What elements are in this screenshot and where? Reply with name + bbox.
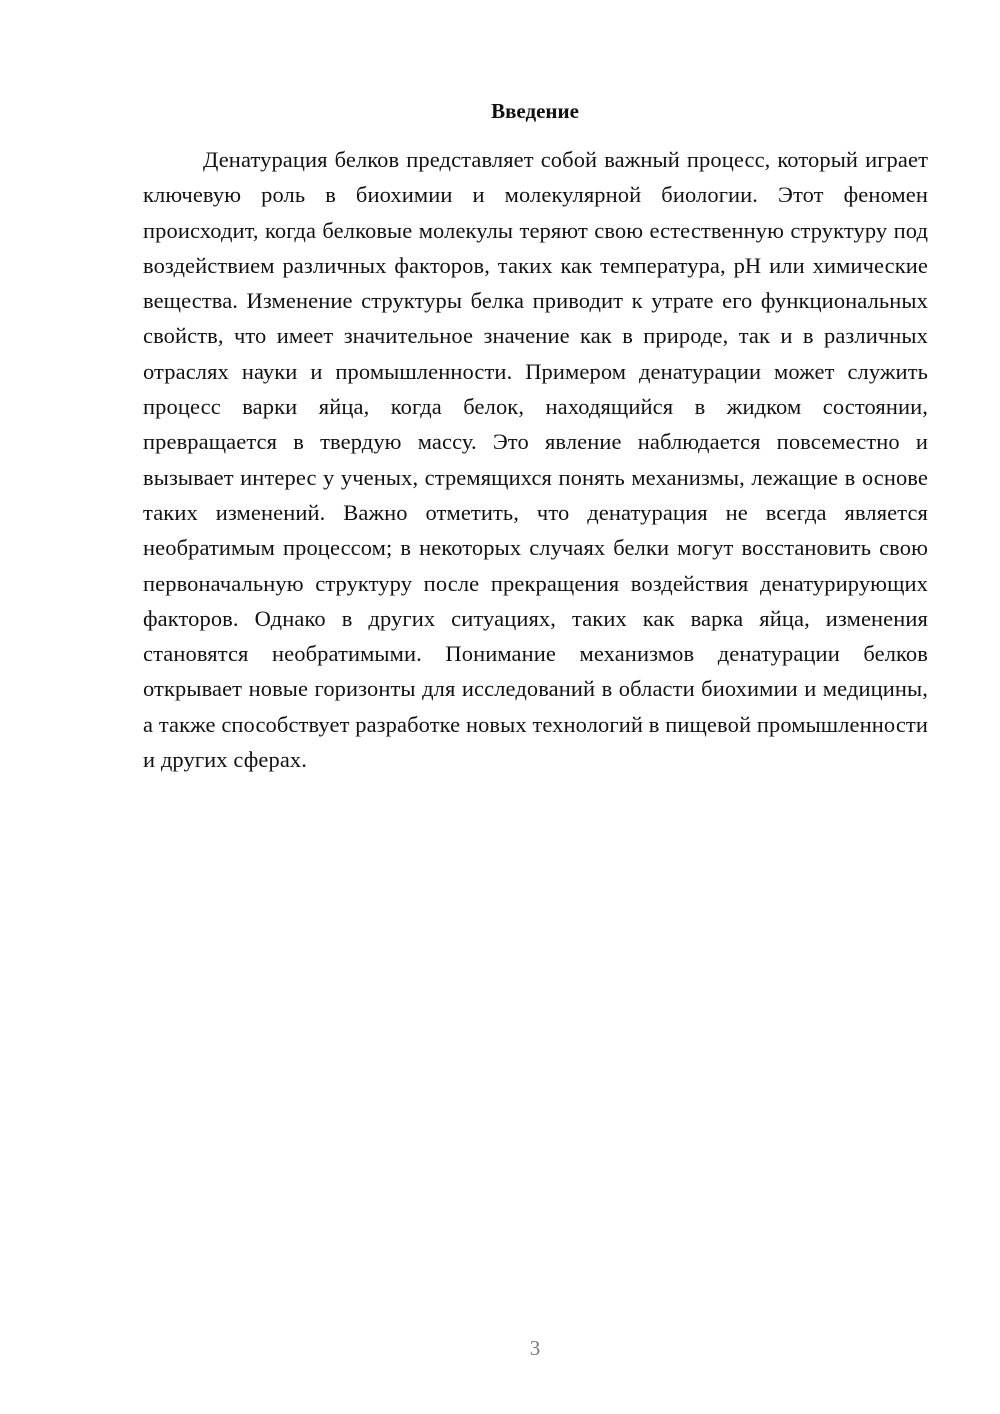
section-title: Введение xyxy=(491,99,579,123)
body-paragraph: Денатурация белков представляет собой важный процесс, который играет ключевую роль в биохимии и молекулярной биологии. Этот феномен происходит, когда белковые молекулы теряют свою естественную структуру под воздействием различных факторов, таких как температура, pH или химические вещества. Изменение структуры белка приводит к утрате его функциональных свойств, что имеет значительное значение как в природе, так и в различных отраслях науки и промышленности. Примером денатурации может служить процесс варки яйца, когда белок, находящийся в жидком состоянии, превращается в твердую массу. Это явление наблюдается повсеместно и вызывает интерес у ученых, стремящихся понять механизмы, лежащие в основе таких изменений. Важно отметить, что денатурация не всегда является необратимым процессом; в некоторых случаях белки могут восстановить свою первоначальную структуру после прекращения воздействия денатурирующих факторов. Однако в других ситуациях, таких как варка яйца, изменения становятся необратимыми. Понимание механизмов денатурации белков открывает новые горизонты для исследований в области биохимии и медицины, а также способствует разработке новых технологий в пищевой промышленности и других сферах. xyxy=(143,147,928,773)
page-number: 3 xyxy=(529,1336,541,1360)
